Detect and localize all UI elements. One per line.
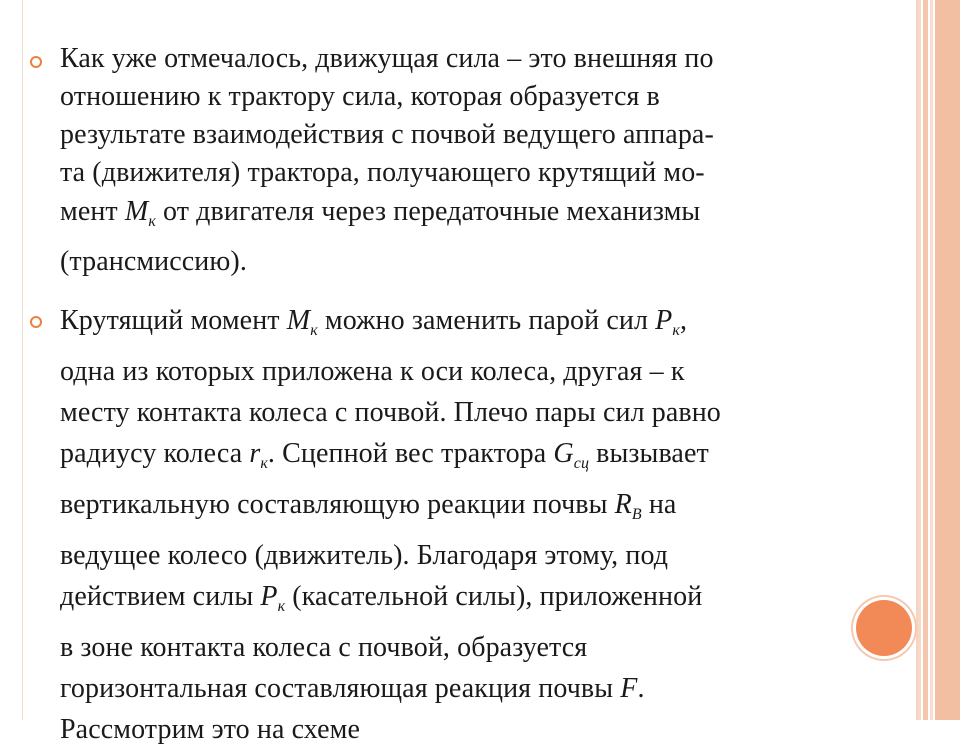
text-line: Рассмотрим это на схеме <box>60 714 361 745</box>
subscript: к <box>260 455 268 472</box>
bullet-icon <box>30 316 42 328</box>
text-line: мент $M_к$ от двигателя через передаточные механизмы <box>60 196 701 230</box>
symbol-r: R <box>614 489 632 520</box>
text-line: вертикальную составляющую реакции почвы $R_B$ на <box>60 489 677 523</box>
text-line: действием силы $P_к$ (касательной силы), приложенной <box>60 581 703 615</box>
symbol-p: P <box>655 305 673 336</box>
subscript: к <box>148 213 156 230</box>
symbol-m: M <box>286 305 311 336</box>
text-line: (трансмиссию). <box>60 246 247 277</box>
left-frame-line <box>22 0 23 720</box>
symbol-p: P <box>260 581 278 612</box>
text-line: в зоне контакта колеса с почвой, образуется <box>60 632 588 663</box>
subscript: к <box>310 322 318 339</box>
text-line: одна из которых приложена к оси колеса, другая – к <box>60 356 685 387</box>
slide-content <box>30 40 910 750</box>
bullet-paragraph-1 <box>30 40 910 282</box>
subscript: к <box>672 322 680 339</box>
symbol-g: G <box>553 438 574 469</box>
text-line: радиусу колеса $r_к$. Сцепной вес трактора $G_{сц}$ вызывает <box>60 438 709 472</box>
text-line: отношению к трактору сила, которая образуется в <box>60 81 660 112</box>
text-line: горизонтальная составляющая реакция почвы F. <box>60 673 645 704</box>
bullet-paragraph-2 <box>30 300 910 750</box>
text-line: та (движителя) трактора, получающего крутящий мо- <box>60 157 705 188</box>
subscript: к <box>277 598 286 615</box>
text-line: Как уже отмечалось, движущая сила – это внешняя по <box>60 43 714 74</box>
text-line: ведущее колесо (движитель). Благодаря этому, под <box>60 540 669 571</box>
text-line: месту контакта колеса с почвой. Плечо пары сил равно <box>60 397 721 428</box>
symbol-r: r <box>249 438 261 469</box>
symbol-f: F <box>620 673 638 704</box>
bullet-icon <box>30 56 42 68</box>
text-line: Крутящий момент $M_к$ можно заменить парой сил $P_к$, <box>60 305 688 339</box>
subscript: сц <box>573 455 590 472</box>
decorative-stripes <box>918 0 960 720</box>
symbol-m: M <box>124 196 149 227</box>
text-line: результате взаимодействия с почвой ведущего аппара- <box>60 119 714 150</box>
subscript: B <box>631 506 642 523</box>
